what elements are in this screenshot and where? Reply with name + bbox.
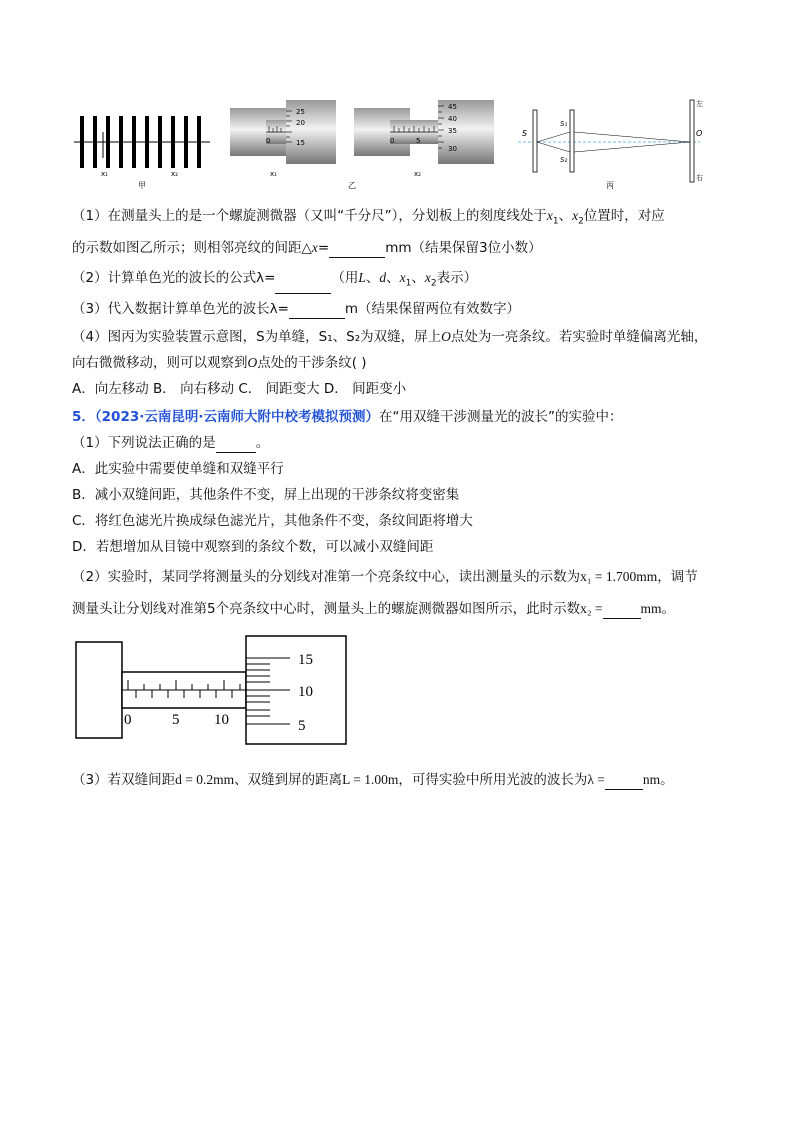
micrometer-frame: [76, 642, 122, 738]
svg-text:40: 40: [448, 115, 457, 123]
svg-text:0: 0: [124, 712, 132, 728]
svg-text:丙: 丙: [606, 181, 614, 190]
q5-part1: （1）下列说法正确的是 。: [72, 435, 270, 451]
q4-part3: （3）代入数据计算单色光的波长λ= m（结果保留两位有效数字）: [72, 301, 521, 317]
svg-text:x₁: x₁: [270, 170, 277, 178]
top-figures: [70, 96, 730, 192]
q4-part4-line1: （4）图丙为实验装置示意图，S为单缝，S₁、S₂为双缝，屏上O点处为一亮条纹。若实验时单缝偏离光轴，: [72, 329, 708, 345]
q4-part1-line2: 的示数如图乙所示；则相邻亮纹的间距△x= mm（结果保留3位小数）: [72, 240, 542, 256]
answer-blank-formula[interactable]: [275, 279, 331, 294]
micrometer-a: [230, 100, 356, 190]
svg-text:S: S: [522, 129, 528, 138]
svg-text:20: 20: [296, 119, 305, 127]
micrometer-figure: [72, 632, 352, 748]
svg-text:0: 0: [390, 137, 395, 145]
q4-part2: （2）计算单色光的波长的公式λ= （用L、d、$x_1$、$x_2$表示）: [72, 268, 477, 294]
svg-text:左: 左: [696, 100, 703, 108]
svg-text:O: O: [696, 129, 703, 138]
svg-text:甲: 甲: [138, 181, 146, 190]
double-slit-setup-bing: [518, 99, 703, 190]
q5-part3: （3）若双缝间距d = 0.2mm、双缝到屏的距离L = 1.00m，可得实验中所用光波的波长为λ = nm。: [72, 772, 674, 788]
fringe-pattern-jia: [74, 116, 210, 190]
svg-text:45: 45: [448, 103, 457, 111]
answer-blank-dx[interactable]: [329, 243, 385, 258]
micrometer-b: [354, 100, 494, 178]
q4-part4-line2: 向右微微移动，则可以观察到O点处的干涉条纹( ): [72, 355, 367, 371]
q5-part2-line2: 测量头让分划线对准第5个亮条纹中心时，测量头上的螺旋测微器如图所示，此时示数x₂ = mm。: [72, 601, 676, 617]
svg-text:x₂: x₂: [171, 170, 178, 178]
q5-option-d: D．若想增加从目镜中观察到的条纹个数，可以减小双缝间距: [72, 539, 434, 555]
q5-header: 5．（2023·云南昆明·云南师大附中校考模拟预测）在“用双缝干涉测量光的波长”的实验中：: [72, 409, 623, 425]
q5-part2-line1: （2）实验时，某同学将测量头的分划线对准第一个亮条纹中心，读出测量头的示数为x₁ = 1.700mm，调节: [72, 569, 698, 585]
svg-text:10: 10: [214, 712, 229, 728]
answer-blank-x2[interactable]: [603, 604, 641, 619]
svg-text:5: 5: [172, 712, 180, 728]
answer-blank-lambda[interactable]: [605, 775, 643, 790]
q4-part1-line1: （1）在测量头上的是一个螺旋测微器（又叫“千分尺”），分划板上的刻度线处于$x_1$、$x_2$位置时，对应: [72, 208, 665, 227]
svg-text:0: 0: [266, 137, 271, 145]
svg-text:5: 5: [298, 718, 306, 734]
q5-option-c: C．将红色滤光片换成绿色滤光片，其他条件不变，条纹间距将增大: [72, 513, 473, 529]
svg-text:25: 25: [296, 108, 305, 116]
svg-text:10: 10: [298, 684, 313, 700]
svg-text:S₁: S₁: [560, 120, 568, 128]
q4-options: A．向左移动 B． 向右移动 C． 间距变大 D． 间距变小: [72, 381, 407, 397]
svg-text:x₁: x₁: [101, 170, 108, 178]
svg-text:15: 15: [298, 652, 313, 668]
answer-blank-wavelength[interactable]: [289, 304, 345, 319]
svg-text:35: 35: [448, 127, 457, 135]
q5-option-a: A．此实验中需要使单缝和双缝平行: [72, 461, 284, 477]
svg-text:S₂: S₂: [560, 156, 568, 164]
q5-option-b: B．减小双缝间距，其他条件不变，屏上出现的干涉条纹将变密集: [72, 487, 460, 503]
answer-blank-q5-1[interactable]: [216, 438, 256, 453]
svg-text:x₂: x₂: [414, 170, 421, 178]
svg-text:5: 5: [416, 137, 421, 145]
svg-text:15: 15: [296, 139, 305, 147]
svg-text:乙: 乙: [348, 181, 356, 190]
svg-text:30: 30: [448, 145, 457, 153]
svg-text:右: 右: [696, 174, 703, 182]
